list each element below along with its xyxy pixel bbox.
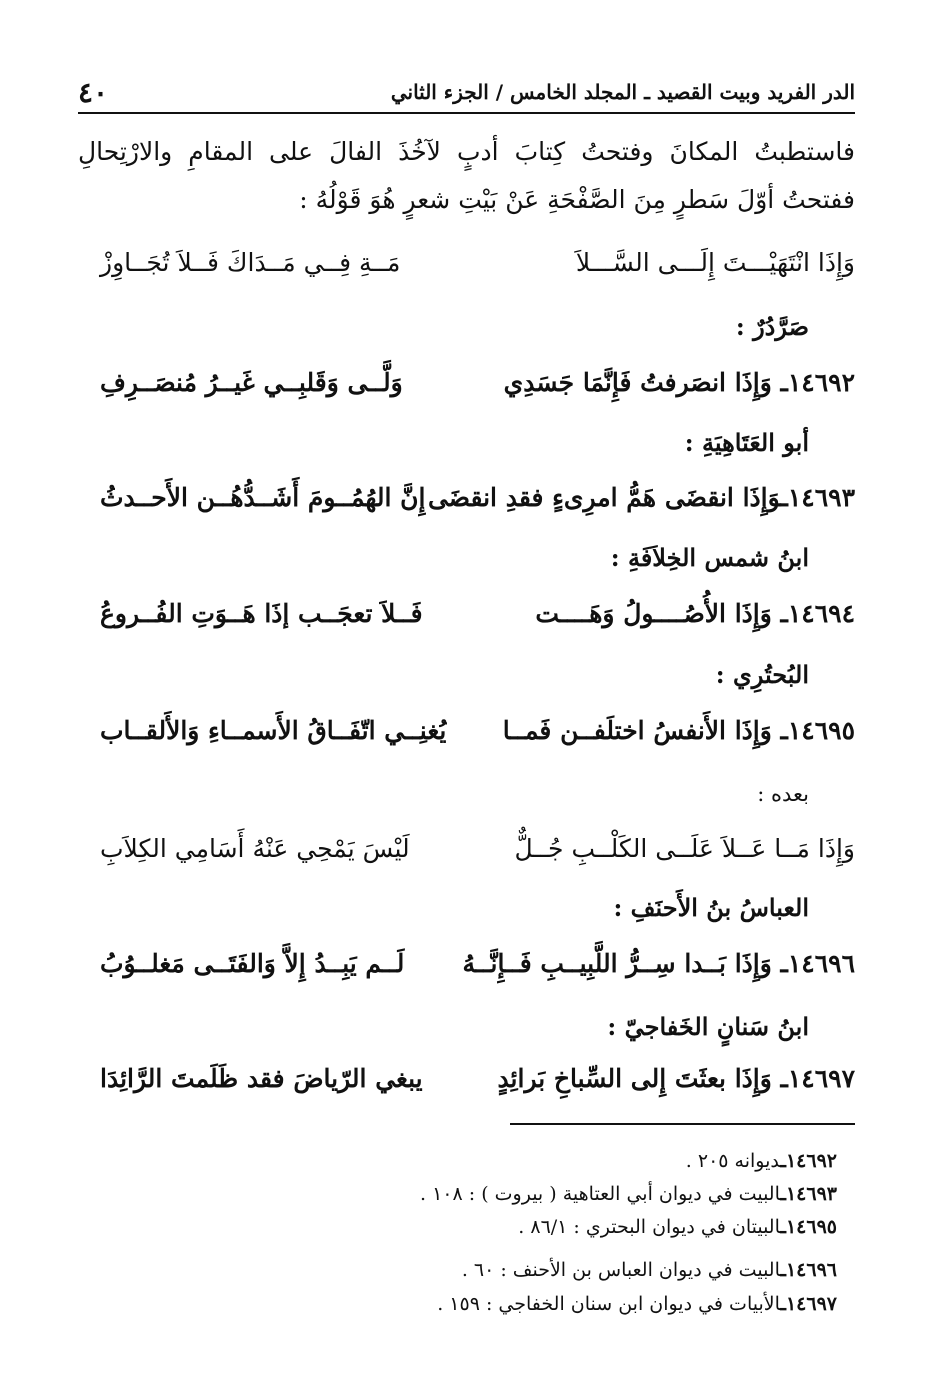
verse-second-hemistich: لَيْسَ يَمْحِي عَنْهُ أَسَامِي الكِلاَبِ bbox=[100, 833, 410, 863]
verse-second-hemistich: يبغي الرّياضَ فقد ظَلَمتَ الرَّائِدَا bbox=[100, 1063, 423, 1093]
verse-number: ١٤٦٩٧ـ bbox=[780, 1063, 855, 1093]
footnote-text: البيتان في ديوان البحتري : ٨٦/١ . bbox=[518, 1216, 781, 1238]
verse-first-hemistich bbox=[428, 483, 855, 512]
footnote bbox=[686, 1150, 837, 1172]
footnote-number: ١٤٦٩٢ـ bbox=[780, 1150, 837, 1172]
poet-name: العباسُ بنُ الأَحنَفِ : bbox=[613, 893, 809, 922]
verse-line bbox=[100, 362, 855, 402]
footnote bbox=[518, 1216, 837, 1238]
verse-number: ١٤٦٩٣ـ bbox=[780, 482, 855, 512]
verse-first-hemistich bbox=[497, 1064, 855, 1093]
running-title: الدر الفريد وبيت القصيد ـ المجلد الخامس / الجزء الثاني bbox=[390, 80, 855, 104]
footnote-text: البيت في ديوان أبي العتاهية ( بيروت ) : ١٠٨ . bbox=[420, 1183, 781, 1205]
footnote-text: البيت في ديوان العباس بن الأحنف : ٦٠ . bbox=[461, 1259, 781, 1281]
footnote-number: ١٤٦٩٧ـ bbox=[780, 1293, 837, 1315]
verse-second-hemistich: يُغنِــي اتّفَــاقُ الأَسمــاءِ وَالأَلقــاب bbox=[100, 715, 447, 745]
verse-line bbox=[100, 710, 855, 750]
page-number: ٤٠ bbox=[78, 75, 109, 109]
intro-paragraph: فاستطبتُ المكانَ وفتحتُ كِتابَ أدبٍ لآخُذَ الفالَ على المقامِ والارْتِحالِ ففتحتُ أوّلَ سَطرٍ مِنَ الصَّفْحَةِ عَنْ بَيْتِ شعرٍ هُوَ قَوْلُهُ : bbox=[78, 137, 855, 214]
poet-name: ابنُ شمس الخِلاَفَةِ : bbox=[610, 543, 809, 572]
verse-line bbox=[100, 828, 855, 868]
page-header bbox=[78, 72, 855, 114]
verse-first-hemistich bbox=[535, 599, 855, 628]
verse-first-text: وَإِذَا بَــدا سِــرُّ اللَّبِيــبِ فَــإِنَّــهُ bbox=[462, 948, 772, 978]
verse-line bbox=[100, 477, 855, 517]
verse-first-text: وَإِذَا بعثَتَ إِلى السِّباخِ بَرائِدٍ bbox=[497, 1063, 772, 1093]
verse-line bbox=[100, 1058, 855, 1098]
footnote-number: ١٤٦٩٦ـ bbox=[780, 1259, 837, 1281]
verse-first-hemistich bbox=[503, 716, 855, 745]
verse-line bbox=[100, 593, 855, 633]
verse-number: ١٤٦٩٥ـ bbox=[780, 715, 855, 745]
verse-first-hemistich bbox=[462, 949, 855, 978]
footnote-text: الأبيات في ديوان ابن سنان الخفاجي : ١٥٩ . bbox=[437, 1293, 781, 1315]
verse-line bbox=[100, 242, 855, 282]
verse-line bbox=[100, 943, 855, 983]
footnote bbox=[462, 1259, 837, 1281]
footnote-divider bbox=[510, 1123, 855, 1125]
footnote bbox=[437, 1293, 837, 1315]
verse-number: ١٤٦٩٤ـ bbox=[780, 598, 855, 628]
verse-second-hemistich: لَــم يَبِــدُ إِلاَّ وَالفَتَــى مَغلــوُبُ bbox=[100, 948, 405, 978]
verse-first-text: وَإِذَا الأَنفسُ اختلَفــن فَمــا bbox=[502, 715, 772, 745]
verse-first-hemistich: وَإِذَا انْتَهَيْـــتَ إِلَـــى السَّـــلاَ bbox=[575, 247, 855, 277]
poet-name: أبو العَتَاهِيَةِ : bbox=[684, 428, 809, 457]
verse-first-text: وَإِذَا انصَرفتُ فَإِنَّمَا جَسَدِي bbox=[503, 367, 772, 397]
footnote-text: ديوانه ٢٠٥ . bbox=[685, 1150, 781, 1172]
poet-name: صَرَّدُرٌ : bbox=[735, 312, 809, 341]
poet-name: بعده : bbox=[757, 782, 809, 806]
verse-second-hemistich: إِنَّ الهُمُــومَ أَشَــدُّهُــن الأَحــدثُ bbox=[100, 482, 426, 512]
verse-first-hemistich: وَإِذَا مَــا عَــلاَ عَلَــى الكَلْــبِ جُــلٌّ bbox=[514, 833, 855, 863]
poet-name: البُحتُرِي : bbox=[715, 660, 809, 689]
poet-name: ابنُ سَنانٍ الخَفاجيّ : bbox=[607, 1012, 809, 1041]
verse-second-hemistich: فَــلاَ تعجَــب إذَا هَــوَتِ الفُــروعُ bbox=[100, 598, 423, 628]
verse-second-hemistich: وَلَّــى وَقَلبِــي غَيــرُ مُنصَــرِفِ bbox=[100, 367, 403, 397]
verse-number: ١٤٦٩٢ـ bbox=[780, 367, 855, 397]
verse-first-text: وَإِذَا انقضَى هَمُّ امرِىءٍ فقدِ انقضَى bbox=[427, 482, 781, 512]
footnote-number: ١٤٦٩٣ـ bbox=[780, 1183, 837, 1205]
verse-first-hemistich bbox=[504, 368, 855, 397]
verse-first-text: وَإِذَا الأُصُــــولُ وَهَــــت bbox=[535, 598, 772, 628]
footnote-number: ١٤٦٩٥ـ bbox=[780, 1216, 837, 1238]
footnote bbox=[420, 1183, 837, 1205]
verse-number: ١٤٦٩٦ـ bbox=[780, 948, 855, 978]
verse-second-hemistich: مَــةِ فِــي مَــدَاكَ فَــلاَ تُجَــاوِزْ bbox=[100, 247, 401, 277]
